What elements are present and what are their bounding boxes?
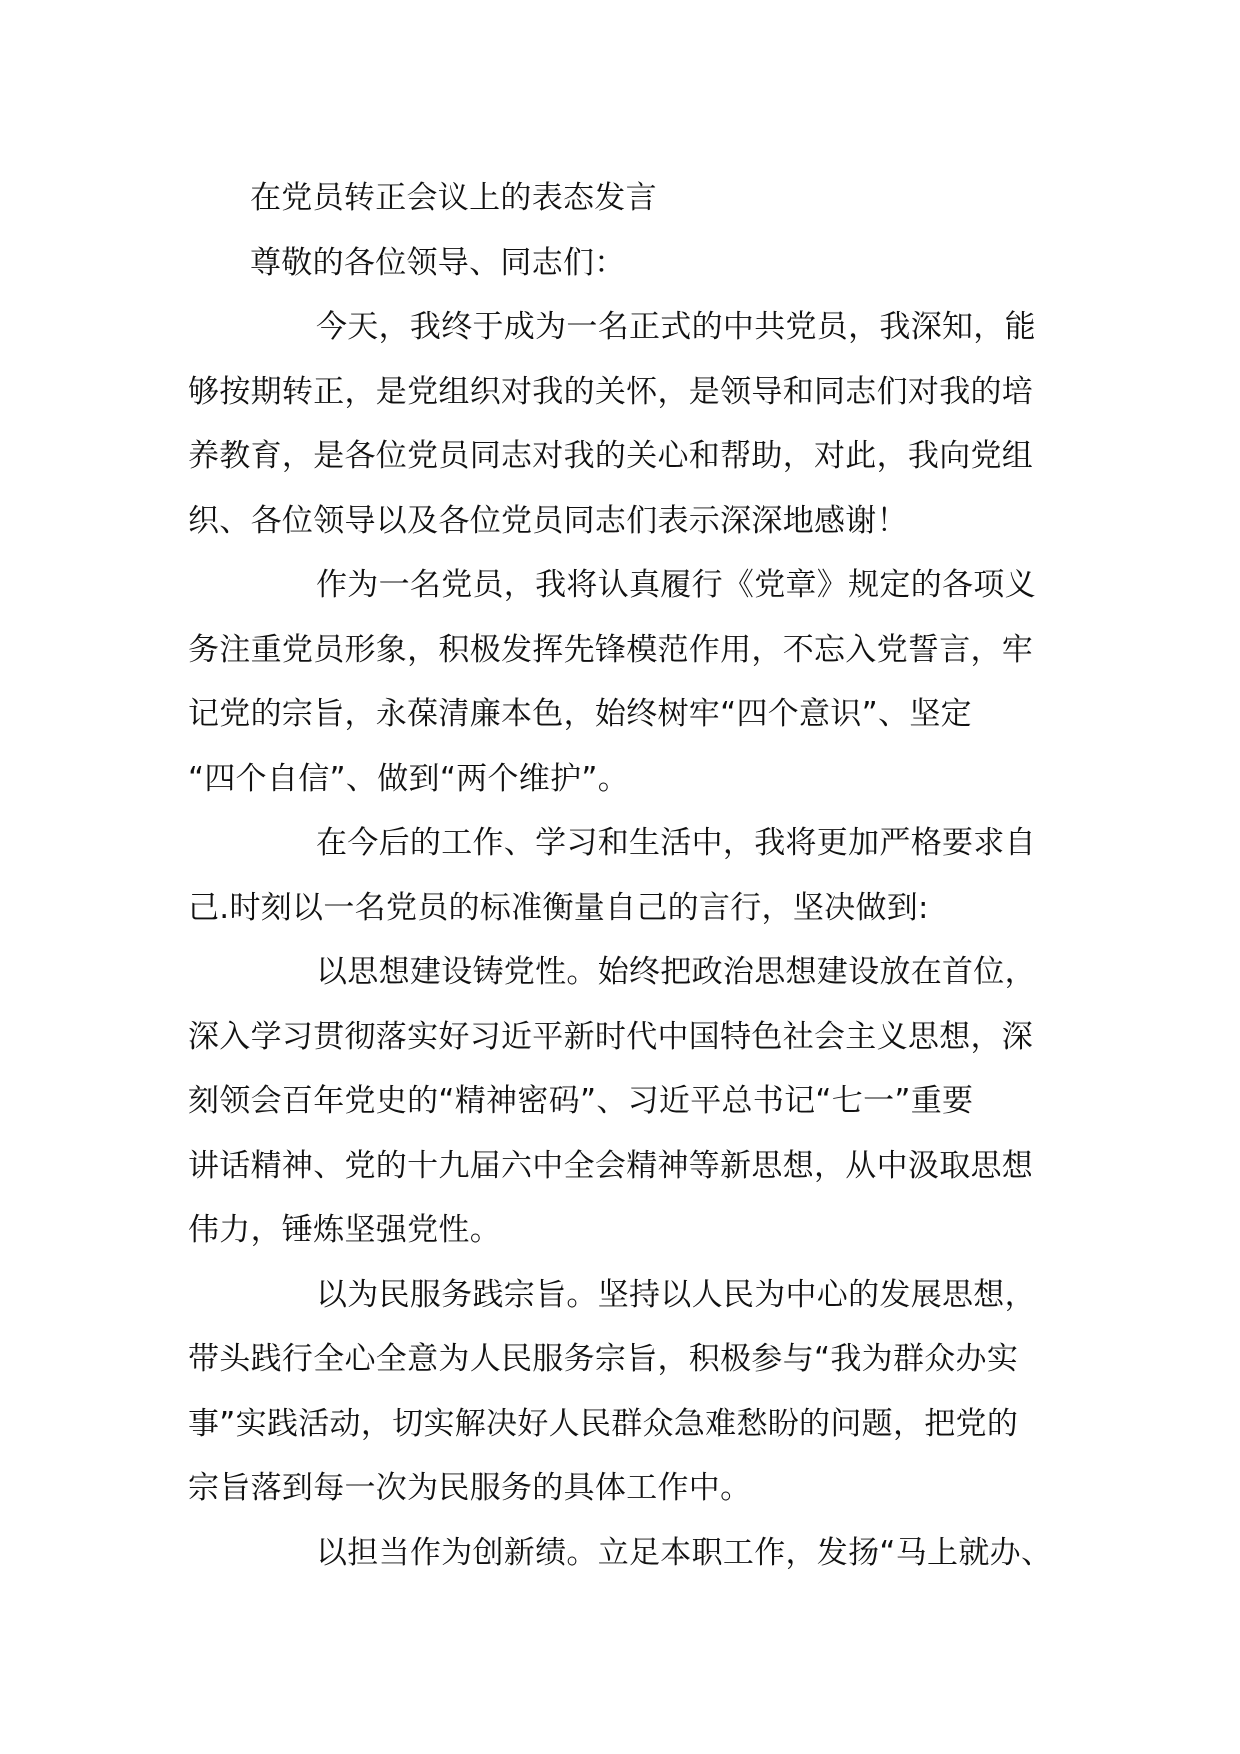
salutation: 尊敬的各位领导、同志们： [250,244,626,281]
paragraph-line: 伟力，锤炼坚强党性。 [188,1212,501,1248]
paragraph-line: 养教育，是各位党员同志对我的关心和帮助，对此，我向党组 [188,438,1034,474]
paragraph-line: 在今后的工作、学习和生活中，我将更加严格要求自 [316,825,1036,861]
paragraph-line: 以思想建设铸党性。始终把政治思想建设放在首位， [316,954,1036,990]
paragraph-service [188,1263,1058,1521]
paragraph-line: 事”实践活动，切实解决好人民群众急难愁盼的问题，把党的 [188,1405,1019,1442]
paragraph-line: 己.时刻以一名党员的标准衡量自己的言行，坚决做到: [188,889,929,926]
paragraph-line: 织、各位领导以及各位党员同志们表示深深地感谢！ [188,502,908,539]
paragraph-line: 够按期转正，是党组织对我的关怀，是领导和同志们对我的培 [188,373,1034,410]
paragraph-line: 讲话精神、党的十九届六中全会精神等新思想，从中汲取思想 [188,1147,1034,1184]
paragraph-line: 带头践行全心全意为人民服务宗旨，积极参与“我为群众办实 [188,1341,1019,1377]
paragraph-ideology [188,940,1058,1263]
paragraph-line: 深入学习贯彻落实好习近平新时代中国特色社会主义思想，深 [188,1018,1034,1055]
paragraph-thanks [188,295,1058,553]
paragraph-line: 今天，我终于成为一名正式的中共党员，我深知，能 [316,309,1036,345]
paragraph-commitment [188,811,1058,940]
paragraph-duties [188,553,1058,811]
paragraph-line: “四个自信”、做到“两个维护”。 [188,760,630,797]
paragraph-line: 以担当作为创新绩。立足本职工作，发扬“马上就办、 [316,1534,1053,1571]
paragraph-line: 以为民服务践宗旨。坚持以人民为中心的发展思想， [316,1276,1036,1313]
paragraph-innovation [188,1521,1058,1586]
paragraph-line: 记党的宗旨，永葆清廉本色，始终树牢“四个意识”、坚定 [188,696,972,732]
paragraph-line: 刻领会百年党史的“精神密码”、习近平总书记“七一”重要 [188,1083,974,1119]
paragraph-line: 务注重党员形象，积极发挥先锋模范作用，不忘入党誓言，牢 [188,631,1034,668]
document-body [188,166,1058,1585]
paragraph-line: 宗旨落到每一次为民服务的具体工作中。 [188,1470,752,1506]
document-title: 在党员转正会议上的表态发言 [250,180,657,216]
paragraph-line: 作为一名党员，我将认真履行《党章》规定的各项义 [316,567,1036,603]
